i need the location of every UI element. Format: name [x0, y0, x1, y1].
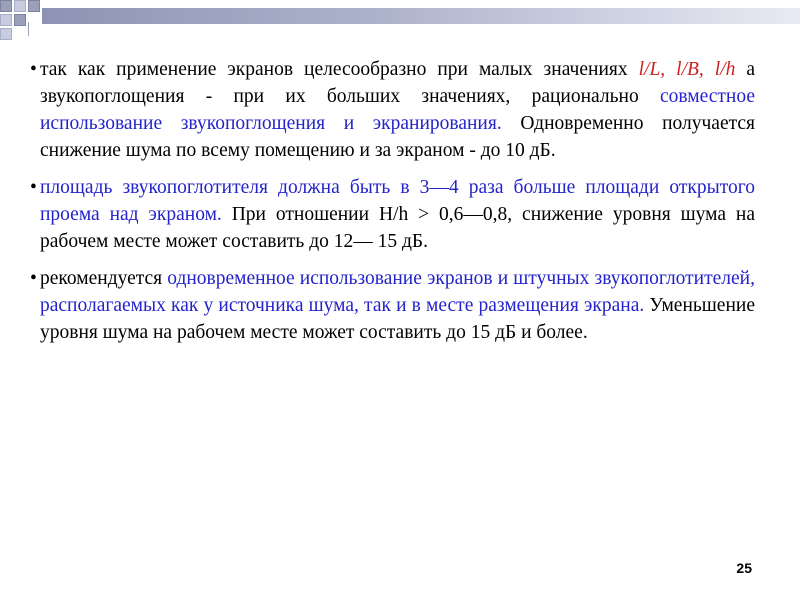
- decor-square: [0, 28, 12, 40]
- bullet-text: Одновременно получается снижение шума по всему помещению и за экраном - до 10 дБ.: [40, 113, 755, 161]
- bullet-text: При отношении H/h > 0,6—0,8, снижение уровня шума на рабочем месте может составить до 12— 15 дБ.: [40, 204, 755, 252]
- header-stripe: [42, 8, 800, 24]
- decor-square: [0, 14, 12, 26]
- bullet-text: рекомендуется: [40, 268, 168, 289]
- decor-line: [28, 22, 29, 36]
- bullet-text: так как применение экранов целесообразно при малых значениях: [40, 59, 639, 80]
- bullet-item: [30, 174, 755, 255]
- bullet-item: [30, 56, 755, 164]
- header-decoration: [0, 0, 800, 36]
- decor-square: [28, 0, 40, 12]
- decor-square: [14, 0, 26, 12]
- bullet-text: Уменьшение уровня шума на рабочем месте может составить до 15 дБ и более.: [40, 295, 755, 343]
- highlight-text: площадь звукопоглотителя должна быть в 3—4 раза больше площади открытого проема над экраном.: [40, 177, 755, 225]
- bullet-icon: •: [30, 177, 37, 198]
- page-number: 25: [736, 560, 752, 576]
- bullet-item: [30, 265, 755, 346]
- formula-text: l/L, l/B, l/h: [638, 59, 736, 80]
- highlight-text: одновременное использование экранов и штучных звукопоглотителей, располагаемых как у источника шума, так и в месте размещения экрана.: [40, 268, 755, 316]
- slide-content: [30, 56, 755, 356]
- bullet-text: а звукопоглощения - при их больших значениях, рационально: [40, 59, 756, 107]
- bullet-icon: •: [30, 268, 37, 289]
- bullet-icon: •: [30, 59, 37, 80]
- decor-square: [14, 14, 26, 26]
- decor-square: [0, 0, 12, 12]
- highlight-text: совместное использование звукопоглощения и экранирования.: [40, 86, 755, 134]
